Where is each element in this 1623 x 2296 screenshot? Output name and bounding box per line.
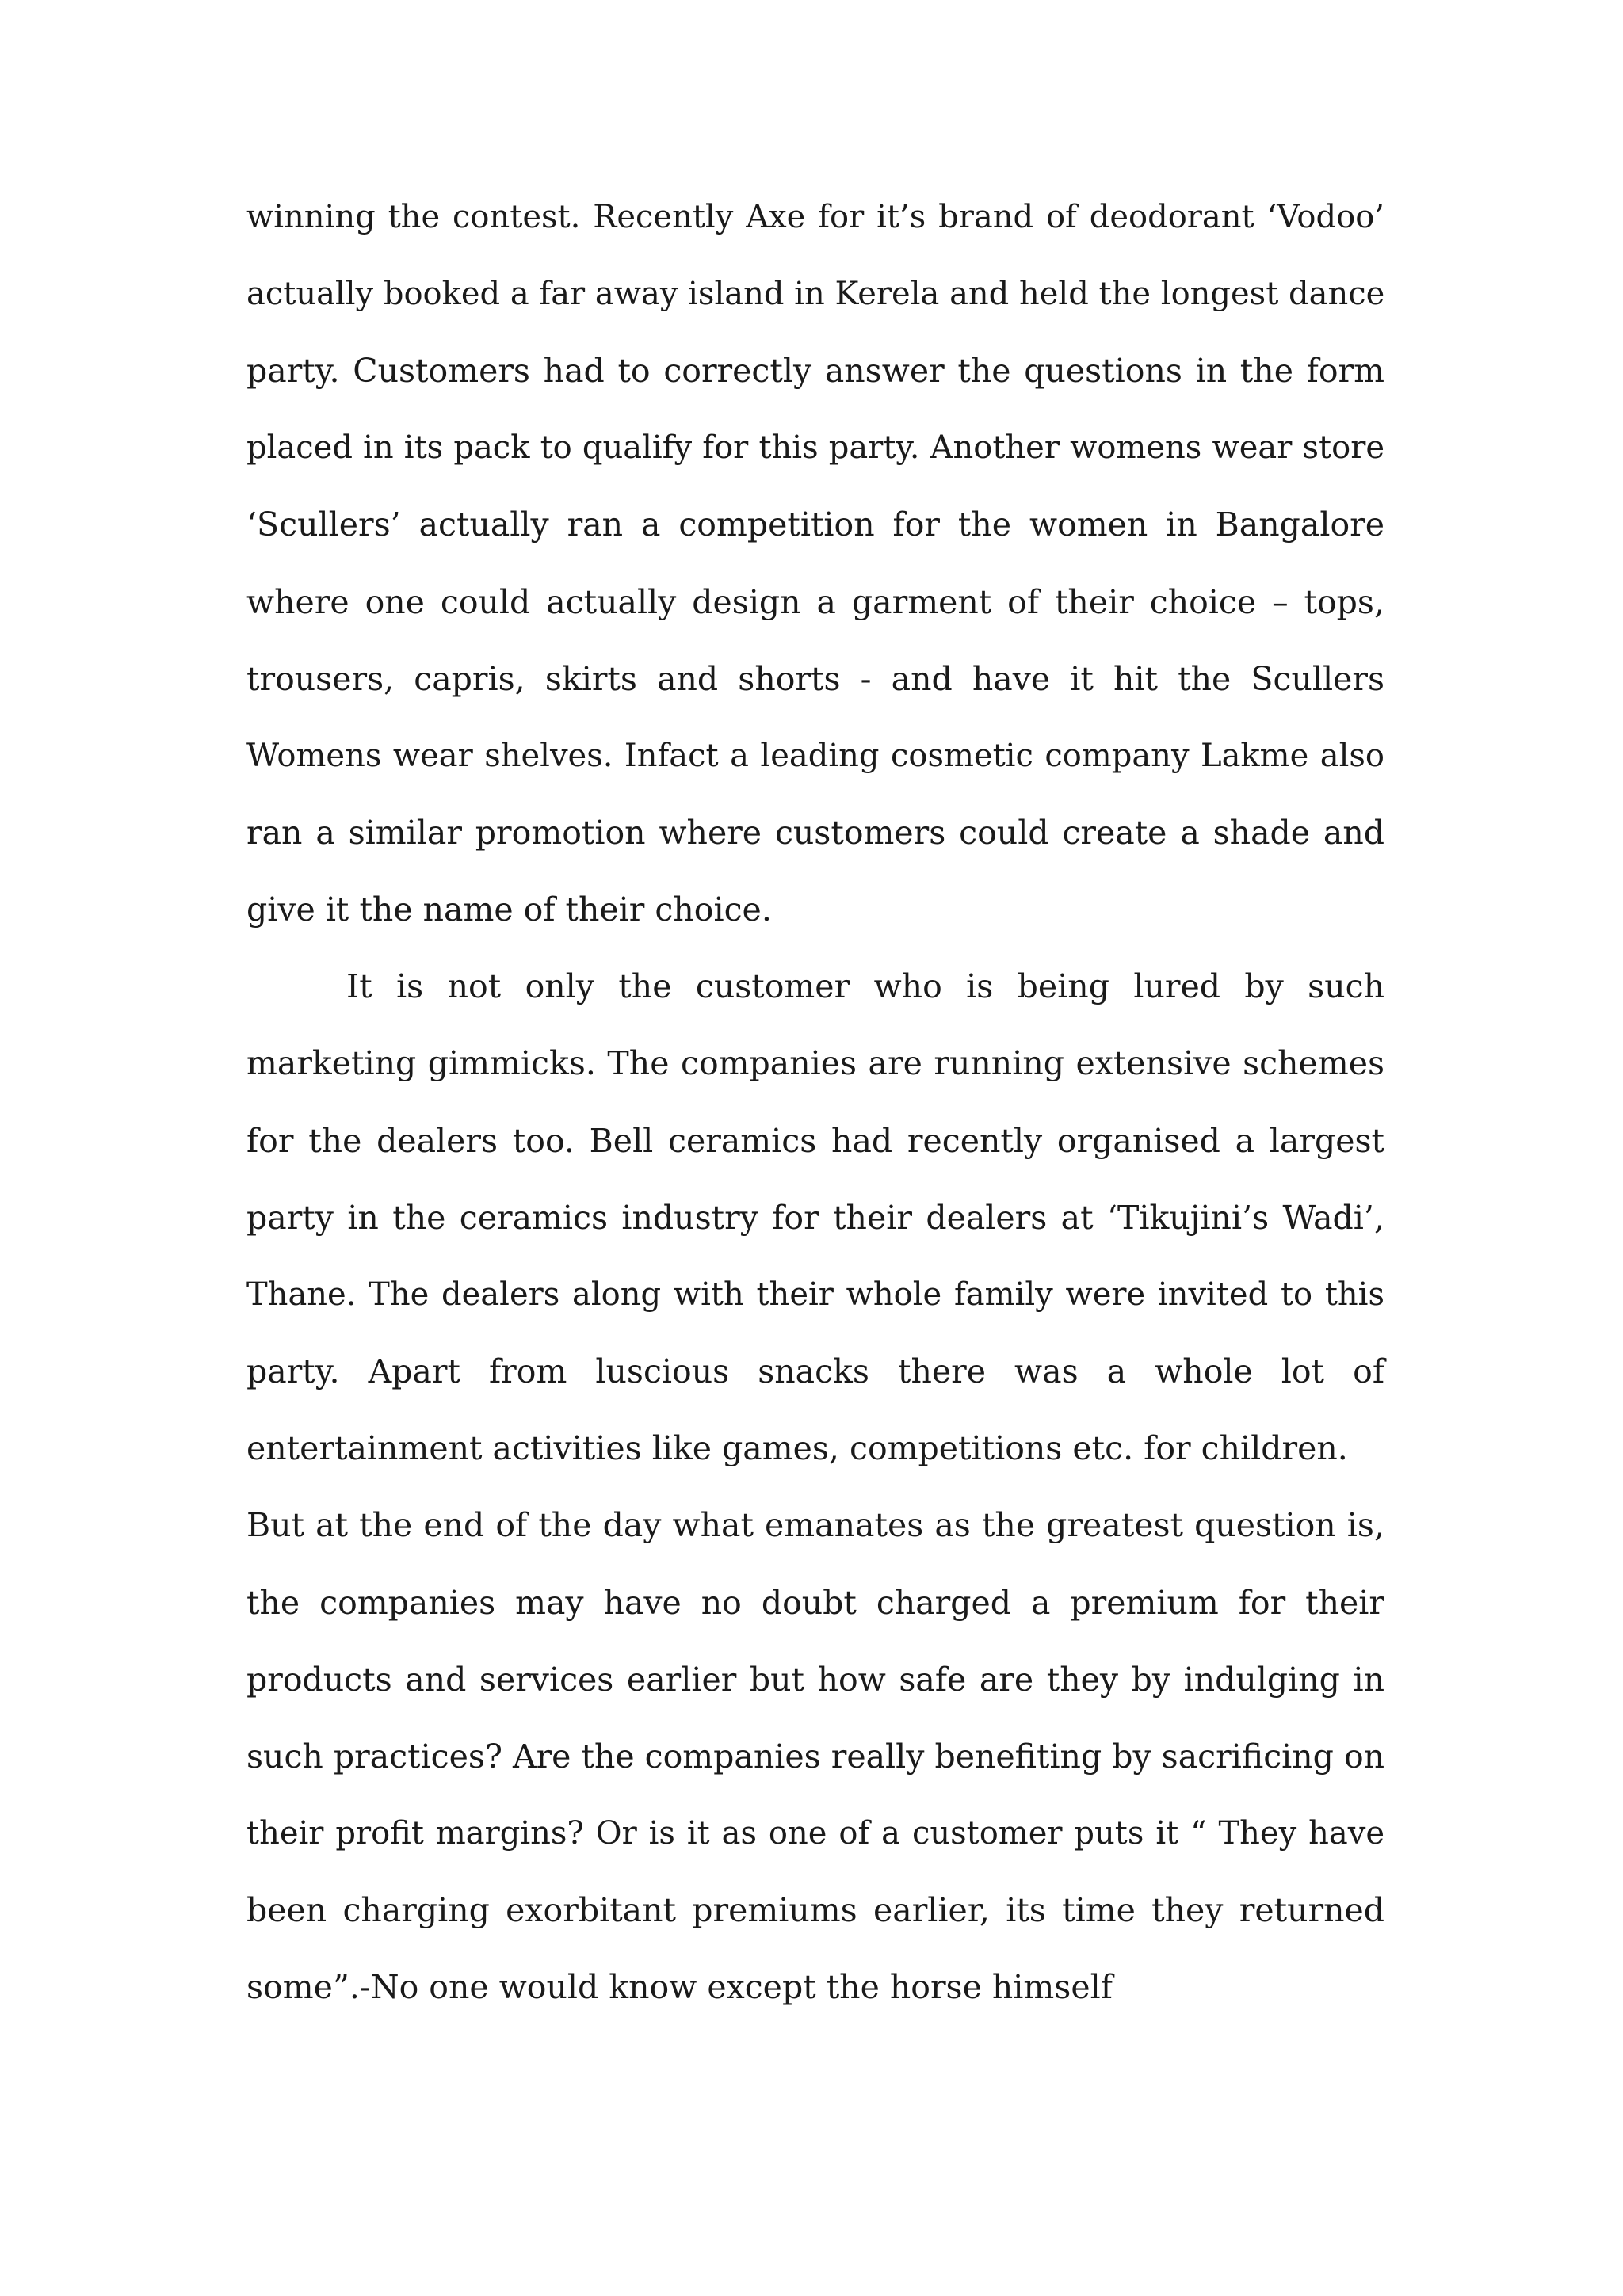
text-line: It is not only the customer who is being lured by such — [346, 967, 1384, 1005]
text-line: their profit margins? Or is it as one of a customer puts it “ They have — [246, 1815, 1384, 1852]
text-line: actually booked a far away island in Kerela and held the longest dance — [246, 276, 1385, 312]
text-line: Womens wear shelves. Infact a leading cosmetic company Lakme also — [246, 738, 1384, 774]
text-line: ‘Scullers’ actually ran a competition for the women in Bangalore — [246, 505, 1384, 543]
text-line: entertainment activities like games, competitions etc. for children. — [246, 1429, 1348, 1467]
text-line: give it the name of their choice. — [246, 891, 772, 929]
text-line: products and services earlier but how safe are they by indulging in — [246, 1661, 1384, 1699]
text-line: some”.-No one would know except the horse himself — [246, 1968, 1113, 2006]
text-line: party. Customers had to correctly answer the questions in the form — [246, 352, 1384, 390]
text-line: the companies may have no doubt charged a premium for their — [246, 1584, 1384, 1622]
text-line: But at the end of the day what emanates as the greatest question is, — [246, 1506, 1384, 1544]
text-line: party in the ceramics industry for their dealers at ‘Tikujini’s Wadi’, — [246, 1199, 1384, 1237]
text-line: placed in its pack to qualify for this party. Another womens wear store — [246, 429, 1384, 466]
text-line: been charging exorbitant premiums earlier, its time they returned — [246, 1891, 1384, 1929]
text-line: party. Apart from luscious snacks there was a whole lot of — [246, 1352, 1384, 1390]
text-line: such practices? Are the companies really benefiting by sacrificing on — [246, 1737, 1385, 1775]
text-line: trousers, capris, skirts and shorts - and have it hit the Scullers — [246, 660, 1384, 698]
text-line: ran a similar promotion where customers could create a shade and — [246, 814, 1384, 852]
text-line: marketing gimmicks. The companies are running extensive schemes — [246, 1044, 1384, 1082]
text-line: where one could actually design a garment of their choice – tops, — [246, 583, 1384, 621]
text-line: Thane. The dealers along with their whole family were invited to this — [246, 1276, 1384, 1313]
text-line: winning the contest. Recently Axe for it’s brand of deodorant ‘Vodoo’ — [246, 199, 1384, 235]
text-line: for the dealers too. Bell ceramics had recently organised a largest — [246, 1122, 1384, 1160]
